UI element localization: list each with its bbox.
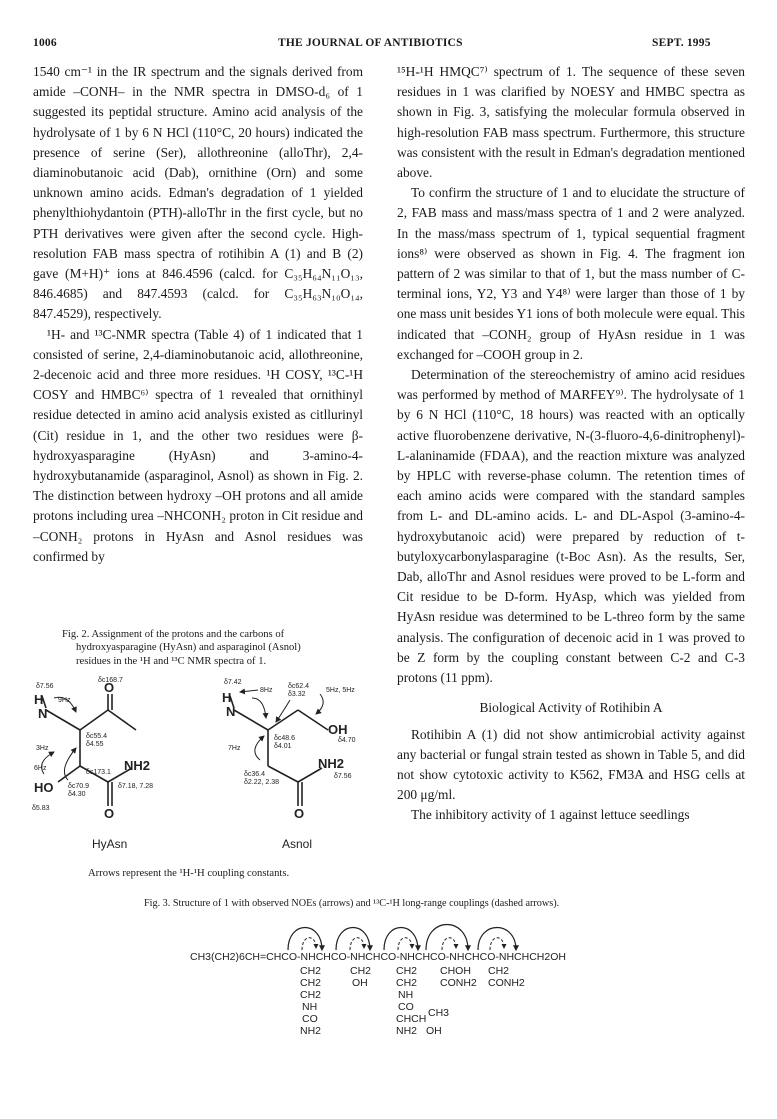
fig3-side1e: CO (302, 1013, 318, 1025)
fig3-side3: CH2 (396, 965, 418, 977)
asnol-c2-shift: δc36.4 (244, 771, 266, 778)
hyasn-j6: 6Hz (34, 765, 47, 772)
fig3-side3f: NH2 (396, 1025, 418, 1037)
fig2-caption-line1: Fig. 2. Assignment of the protons and the carbons of (62, 629, 285, 640)
fig3-side2: CH2 (350, 965, 372, 977)
left-column (33, 62, 363, 567)
asnol-j4: 5Hz, 5Hz (326, 687, 355, 694)
hyasn-j-nh: 9Hz (58, 697, 71, 704)
right-paragraph-4: Rotihibin A (1) did not show antimicrobial activity against any bacterial or fungal strain tested as shown in Table 5, and did not show cytotoxic activity to K562, FM3A and HSG cells at 200 μg/ml. (397, 726, 745, 803)
hyasn-atom-ho: HO (34, 780, 54, 795)
fig3-side1c: CH2 (300, 989, 322, 1001)
fig3-side3e: CHCH (396, 1013, 427, 1025)
fig3-side1: CH2 (300, 965, 322, 977)
hyasn-ha-shift: δ4.55 (86, 741, 104, 748)
fig3-side4b: CONH2 (440, 977, 477, 989)
hyasn-atom-o: O (104, 680, 115, 695)
hyasn-atom-nh2: NH2 (124, 758, 151, 773)
fig3-side1b: CH2 (300, 977, 322, 989)
hyasn-co-shift: δc168.7 (98, 677, 123, 684)
fig2-footnote: Arrows represent the ¹H-¹H coupling constants. (88, 868, 290, 879)
hyasn-nh-shift: δ7.56 (36, 683, 54, 690)
hyasn-ca-shift: δc55.4 (86, 733, 108, 740)
right-paragraph-3: Determination of the stereochemistry of amino acid residues was performed by method of MARFEY⁹⁾. The hydrolysate of 1 by 6 N HCl (110°C, 18 hours) was reacted with an optically active fluorobenzene derivative, N-(3-fluoro-4,6-dinitrophenyl)-L-alaninamide (FDAA), and the reaction mixture was analyzed by HPLC with reverse-phase column. The retention times of each amino acids were compared with the standard samples from L- and DL-amino acids. L- and DL-Aspol (3-amino-4-hydroxybutanoic acid) were prepared by reduction of t-butyloxycarbonylasparagine (t-Boc Asn). As the results, Ser, Dab, alloThr and Asnol residues were proved to be L-form and Cit residue to be D-form. HyAsp, which was yielded from HyAsn residue was determined to be L-threo form by the same analysis. The configuration of decenoic acid in 1 was proved to be Z form by the coupling constant between C-2 and C-3 protons (11 ppm). (397, 367, 745, 686)
right-paragraph-5: The inhibitory activity of 1 against lettuce seedlings (411, 807, 690, 823)
hyasn-label: HyAsn (92, 837, 128, 851)
fig2-diagram (28, 670, 368, 860)
asnol-atom-n: N (226, 704, 236, 719)
fig2-caption (62, 628, 362, 668)
asnol-h2-shift: δ2.22, 2.38 (244, 779, 280, 786)
hyasn-atom-o2: O (104, 806, 115, 821)
asnol-nh2-shift: δ7.56 (334, 773, 352, 780)
fig3-side5b: CONH2 (488, 977, 525, 989)
fig3-side3c: NH (398, 989, 414, 1001)
asnol-atom-oh: OH (328, 722, 348, 737)
fig3-side2b: OH (352, 977, 368, 989)
asnol-oh-shift: δ4.70 (338, 737, 356, 744)
asnol-nh-shift: δ7.42 (224, 679, 242, 686)
asnol-h3-shift: δ4.01 (274, 743, 292, 750)
hyasn-oh-shift: δ5.83 (32, 805, 50, 812)
fig3-side1f: NH2 (300, 1025, 322, 1037)
page-number: 1006 (33, 37, 57, 49)
left-paragraph-2: ¹H- and ¹³C-NMR spectra (Table 4) of 1 indicated that 1 consisted of serine, 2,4-diaminobutanoic acid, allothreonine, 2-decenoic acid and three more residues. ¹H COSY, ¹³C-¹H COSY and HMBC⁶⁾ spectra of 1 revealed that ornithinyl residue detected in amino acid analysis existed as citllurinyl (Cit) residue in 1, and the other two residues were β-hydroxyasparagine (HyAsn) and 3-amino-4-hydroxybutanamide (asparaginol, Asnol) as shown in Fig. 2. The distinction between hydroxy –OH protons and all amide protons including urea –NHCONH₂ proton in Cit residue and –CONH₂ protons in HyAsn and Asnol residues was confirmed by (33, 326, 363, 564)
hyasn-atom-h: H (34, 692, 44, 707)
fig3-side3h: OH (426, 1025, 442, 1037)
fig3-main-chain: CH3(CH2)6CH=CHCO-NHCHCO-NHCHCO-NHCHCO-NHCHCO-NHCHCH2OH (190, 951, 566, 963)
asnol-atom-o: O (294, 806, 305, 821)
asnol-atom-nh2: NH2 (318, 756, 345, 771)
fig3-caption: Fig. 3. Structure of 1 with observed NOEs (arrows) and ¹³C-¹H long-range couplings (dashed arrows). (144, 898, 560, 909)
asnol-j-nh: 8Hz (260, 687, 273, 694)
hyasn-atom-n: N (38, 706, 48, 721)
right-column (397, 62, 745, 826)
issue-date: SEPT. 1995 (652, 37, 711, 49)
fig2-caption-line2: hydroxyasparagine (HyAsn) and asparaginol (Asnol) (76, 642, 301, 654)
fig3-side3g: CH3 (428, 1007, 450, 1019)
asnol-j7: 7Hz (228, 745, 241, 752)
fig3-diagram (170, 912, 610, 1102)
asnol-label: Asnol (282, 837, 313, 851)
asnol-c4-shift: δc62.4 (288, 683, 310, 690)
journal-title: THE JOURNAL OF ANTIBIOTICS (278, 37, 463, 49)
fig2-caption-line3: residues in the ¹H and ¹³C NMR spectra of 1. (76, 655, 267, 667)
asnol-c3-shift: δc48.6 (274, 735, 296, 742)
hyasn-conh-shift: δc173.1 (86, 769, 111, 776)
fig3-side1d: NH (302, 1001, 318, 1013)
right-paragraph-1: ¹⁵H-¹H HMQC⁷⁾ spectrum of 1. The sequence of these seven residues in 1 was clarified by NOESY and HMBC spectra as shown in Fig. 3, satisfying the molecular formula observed in high-resolution FAB mass spectrum. Furthermore, this structure was consistent with the result in Edman's degradation mentioned above. (397, 64, 745, 181)
section-heading: Biological Activity of Rotihibin A (479, 700, 663, 716)
right-paragraph-2: To confirm the structure of 1 and to elucidate the structure of 2, FAB mass and mass/mass spectra of 1 and 2 were analyzed. In the mass/mass spectrum of 1, typical sequential fragment ions⁸⁾ were observed as shown in Fig. 4. The fragment ion pattern of 2 was similar to that of 1, but the mass number of C-terminal ions, Y2, Y3 and Y4⁸⁾ were larger than those of 1 by one mass unit besides Y1 ions of both molecule were equal. This indicated that –CONH₂ group of HyAsn residue in 1 was exchanged for –COOH group in 2. (397, 185, 745, 362)
hyasn-hb-shift: δ4.30 (68, 791, 86, 798)
fig3-side3b: CH2 (396, 977, 418, 989)
hyasn-nh2-shift: δ7.18, 7.28 (118, 783, 154, 790)
fig3-side5: CH2 (488, 965, 510, 977)
asnol-h4-shift: δ3.32 (288, 691, 306, 698)
left-paragraph-1: 1540 cm⁻¹ in the IR spectrum and the signals derived from amide –CONH– in the NMR spectra in DMSO-d₆ of 1 suggested its peptidal structure. Amino acid analysis of the hydrolysate of 1 by 6 N HCl (110°C, 20 hours) indicated the presence of serine (Ser), allothreonine (alloThr), 2,4-diaminobutanoic acid (Dab), ornithine (Orn) and some unknown amino acids. Edman's degradation of 1 yielded phenylthiohydantoin (PTH)-alloThr in the first cycle, but no PTH derivatives were given after the second cycle. High-resolution FAB mass spectra of rotihibin A (1) and B (2) gave (M+H)⁺ ions at 846.4596 (calcd. for C₃₅H₆₄N₁₁O₁₃, 846.4685) and 847.4593 (calcd. for C₃₅H₆₃N₁₀O₁₄, 847.4529), respectively. (33, 64, 363, 322)
fig3-side4: CHOH (440, 965, 471, 977)
hyasn-cb-shift: δc70.9 (68, 783, 90, 790)
fig3-side3d: CO (398, 1001, 414, 1013)
asnol-atom-h: H (222, 690, 232, 705)
hyasn-j3: 3Hz (36, 745, 49, 752)
